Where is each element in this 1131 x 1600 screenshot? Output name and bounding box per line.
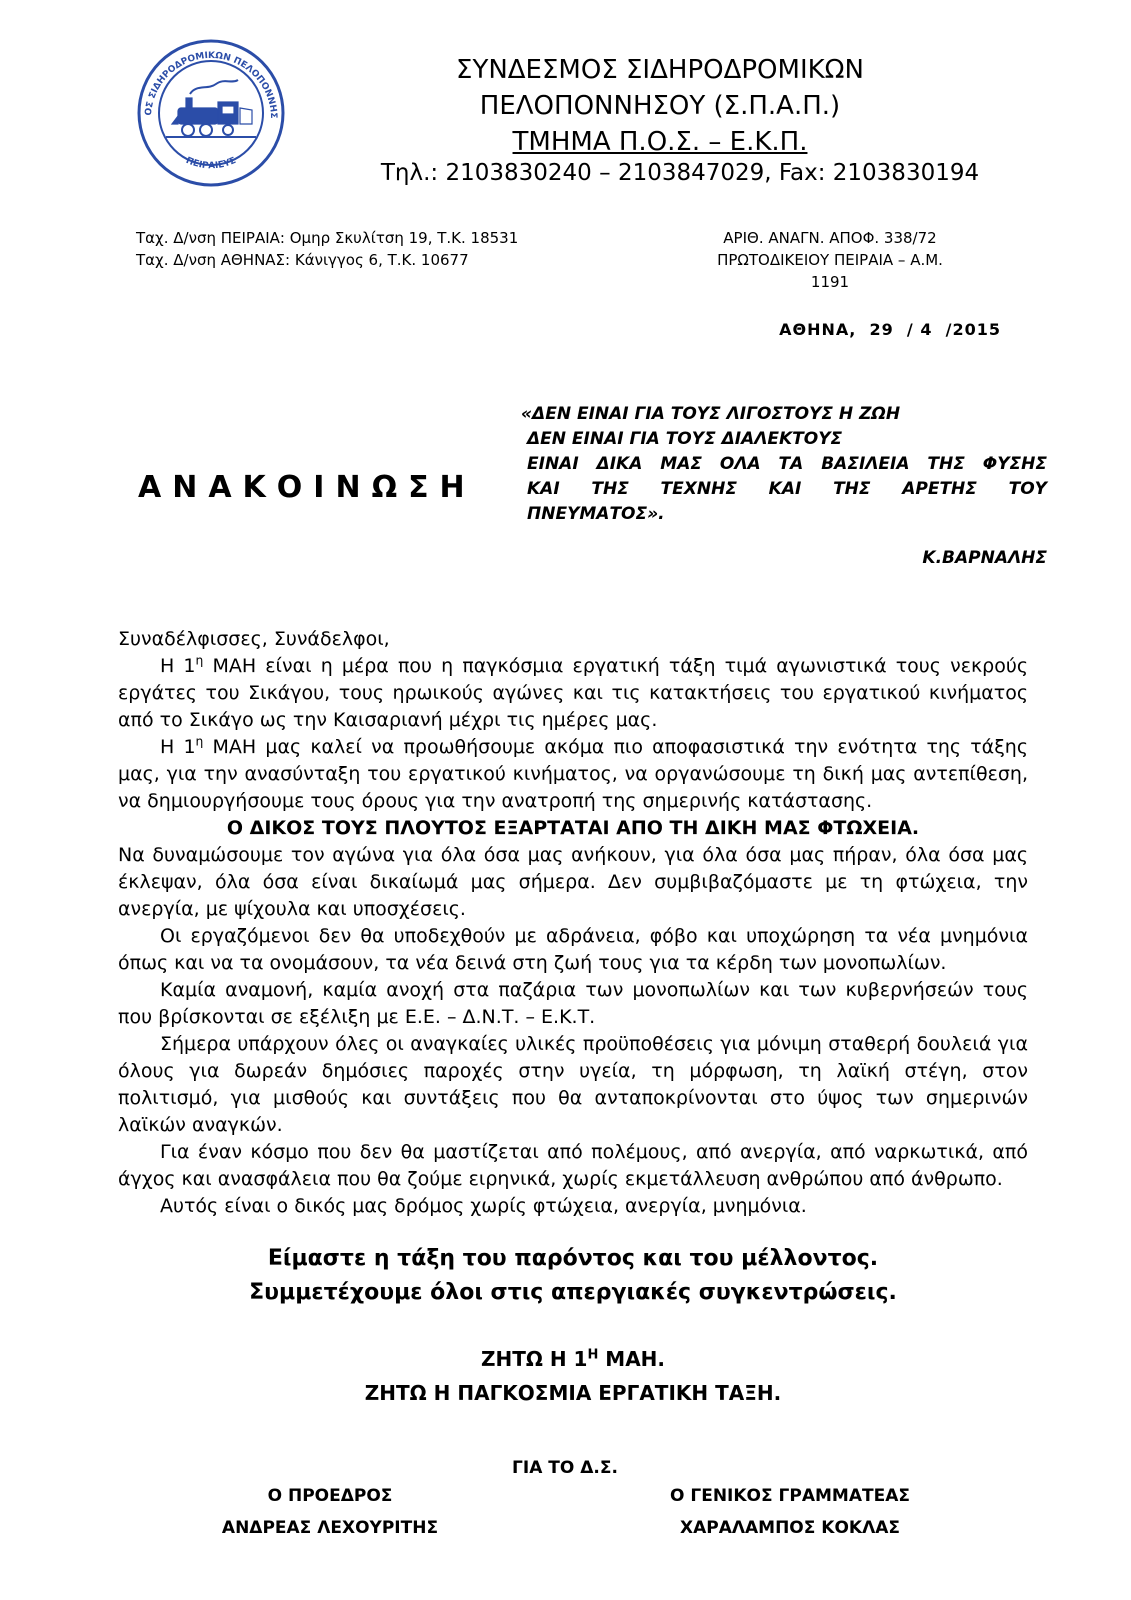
slogans-block xyxy=(118,1242,1028,1310)
cheer-line-1: ΖΗΤΩ Η $1^H$ ΜΑΗ. xyxy=(480,1347,666,1371)
train-emblem-icon xyxy=(136,38,286,188)
president-signature xyxy=(190,1480,470,1544)
for-board-label: ΓΙΑ ΤΟ Δ.Σ. xyxy=(512,1458,618,1478)
registration-number: ΑΡΙΘ. ΑΝΑΓΝ. ΑΠΟΦ. 338/72 xyxy=(723,229,937,247)
logo-ring-bottom-text: ΠΕΙΡΑΙΕΥΣ xyxy=(184,155,238,172)
org-name-line2: ΠΕΛΟΠΟΝΝΗΣΟΥ (Σ.Π.Α.Π.) xyxy=(479,91,841,121)
epigraph-quote xyxy=(521,402,1047,527)
quote-line-5: ΠΝΕΥΜΑΤΟΣ». xyxy=(527,504,665,524)
contact-phones: Τηλ.: 2103830240 – 2103847029, Fax: 2103830194 xyxy=(380,160,980,186)
paragraph-3: Να δυναμώσουμε τον αγώνα για όλα όσα μας ανήκουν, για όλα όσα μας πήραν, όλα όσα μας έκλεψαν, όλα όσα είναι δικαίωμά μας σήμερα. Δεν συμβιβαζόμαστε με τη φτώχεια, την ανεργία, με ψίχουλα και υποσχέσεις. xyxy=(118,844,1028,920)
quote-author: Κ.ΒΑΡΝΑΛΗΣ xyxy=(922,548,1047,568)
secretary-title: Ο ΓΕΝΙΚΟΣ ΓΡΑΜΜΑΤΕΑΣ xyxy=(670,1486,910,1506)
bold-statement: Ο ΔΙΚΟΣ ΤΟΥΣ ΠΛΟΥΤΟΣ ΕΞΑΡΤΑΤΑΙ ΑΠΟ ΤΗ ΔΙΚΗ ΜΑΣ ΦΤΩΧΕΙΑ. xyxy=(226,817,920,839)
quote-line-3: ΕΙΝΑΙ ΔΙΚΑ ΜΑΣ ΟΛΑ ΤΑ ΒΑΣΙΛΕΙΑ ΤΗΣ ΦΥΣΗΣ xyxy=(527,454,1047,474)
paragraph-1: Η $1^\eta$ ΜΑΗ είναι η μέρα που η παγκόσμια εργατική τάξη τιμά αγωνιστικά τους νεκρούς εργάτες του Σικάγου, τους ηρωικούς αγώνες και τις κατακτήσεις του εργατικού κινήματος από το Σικάγο ως την Καισαριανή μέχρι τις ημέρες μας. xyxy=(118,653,1028,731)
addresses-block xyxy=(136,227,518,271)
cheer-line-2: ΖΗΤΩ Η ΠΑΓΚΟΣΜΙΑ ΕΡΓΑΤΙΚΗ ΤΑΞΗ. xyxy=(364,1381,782,1405)
president-name: ΑΝΔΡΕΑΣ ΛΕΧΟΥΡΙΤΗΣ xyxy=(221,1518,439,1538)
document-date: ΑΘΗΝΑ, 29 / 4 /2015 xyxy=(779,320,1001,339)
registration-court: ΠΡΩΤΟΔΙΚΕΙΟΥ ΠΕΙΡΑΙΑ – Α.Μ. 1191 xyxy=(717,251,943,291)
secretary-name: ΧΑΡΑΛΑΜΠΟΣ ΚΟΚΛΑΣ xyxy=(679,1518,901,1538)
quote-line-1: «ΔΕΝ ΕΙΝΑΙ ΓΙΑ ΤΟΥΣ ΛΙΓΟΣΤΟΥΣ Η ΖΩΗ xyxy=(521,404,901,424)
slogan-line-2: Συμμετέχουμε όλοι στις απεργιακές συγκεντρώσεις. xyxy=(249,1280,897,1305)
secretary-signature xyxy=(620,1480,960,1544)
paragraph-8: Αυτός είναι ο δικός μας δρόμος χωρίς φτώχεια, ανεργία, μνημόνια. xyxy=(160,1195,807,1217)
union-logo-stamp xyxy=(136,38,286,188)
quote-line-4: ΚΑΙ ΤΗΣ ΤΕΧΝΗΣ ΚΑΙ ΤΗΣ ΑΡΕΤΗΣ ΤΟΥ xyxy=(527,479,1047,499)
locomotive-icon xyxy=(166,80,256,137)
paragraph-5: Καμία αναμονή, καμία ανοχή στα παζάρια των μονοπωλίων και των κυβερνήσεών τους που βρίσκονται σε εξέλιξη με Ε.Ε. – Δ.Ν.Τ. – Ε.Κ.Τ. xyxy=(118,979,1028,1028)
paragraph-2: Η $1^\eta$ ΜΑΗ μας καλεί να προωθήσουμε ακόμα πιο αποφασιστικά την ενότητα της τάξης μας, για την ανασύνταξη του εργατικού κινήματος, να οργανώσουμε τη δική μας αντεπίθεση, να δημιουργήσουμε τους όρους για την ανατροπή της σημερινής κατάστασης. xyxy=(118,734,1028,812)
quote-line-2: ΔΕΝ ΕΙΝΑΙ ΓΙΑ ΤΟΥΣ ΔΙΑΛΕΚΤΟΥΣ xyxy=(527,429,843,449)
address-piraeus: Ταχ. Δ/νση ΠΕΙΡΑΙΑ: Ομηρ Σκυλίτση 19, Τ.Κ. 18531 xyxy=(136,229,519,247)
org-name-line1: ΣΥΝΔΕΣΜΟΣ ΣΙΔΗΡΟΔΡΟΜΙΚΩΝ xyxy=(456,55,864,85)
registration-block xyxy=(700,227,960,293)
logo-ring-top-text: ΟΣ ΣΙΔΗΡΟΔΡΟΜΙΚΩΝ ΠΕΛΟΠΟΝΝΗΣ xyxy=(143,50,279,119)
president-title: Ο ΠΡΟΕΔΡΟΣ xyxy=(267,1486,393,1506)
paragraph-7: Για έναν κόσμο που δεν θα μαστίζεται από πολέμους, από ανεργία, από ναρκωτικά, από άγχος και ανασφάλεια που θα ζούμε ειρηνικά, χωρίς εκμετάλλευση ανθρώπου από άνθρωπο. xyxy=(118,1141,1028,1190)
greeting: Συναδέλφισσες, Συνάδελφοι, xyxy=(118,628,390,650)
org-department: ΤΜΗΜΑ Π.Ο.Σ. – Ε.Κ.Π. xyxy=(512,127,808,157)
closing-cheers xyxy=(118,1342,1028,1410)
document-title: ΑΝΑΚΟΙΝΩΣΗ xyxy=(138,470,476,505)
announcement-body xyxy=(118,626,1028,1220)
paragraph-6: Σήμερα υπάρχουν όλες οι αναγκαίες υλικές προϋποθέσεις για μόνιμη σταθερή δουλειά για όλους για δωρεάν δημόσιες παροχές στην υγεία, τη μόρφωση, τη λαϊκή στέγη, στον πολιτισμό, για μισθούς και συντάξεις που θα ανταποκρίνονται στο ύψος των σημερινών λαϊκών αναγκών. xyxy=(118,1033,1028,1136)
paragraph-4: Οι εργαζόμενοι δεν θα υποδεχθούν με αδράνεια, φόβο και υποχώρηση τα νέα μνημόνια όπως και να τα ονομάσουν, τα νέα δεινά στη ζωή τους για τα κέρδη των μονοπωλίων. xyxy=(118,925,1028,974)
address-athens: Ταχ. Δ/νση ΑΘΗΝΑΣ: Κάνιγγος 6, Τ.Κ. 10677 xyxy=(136,251,469,269)
slogan-line-1: Είμαστε η τάξη του παρόντος και του μέλλοντος. xyxy=(267,1246,879,1271)
